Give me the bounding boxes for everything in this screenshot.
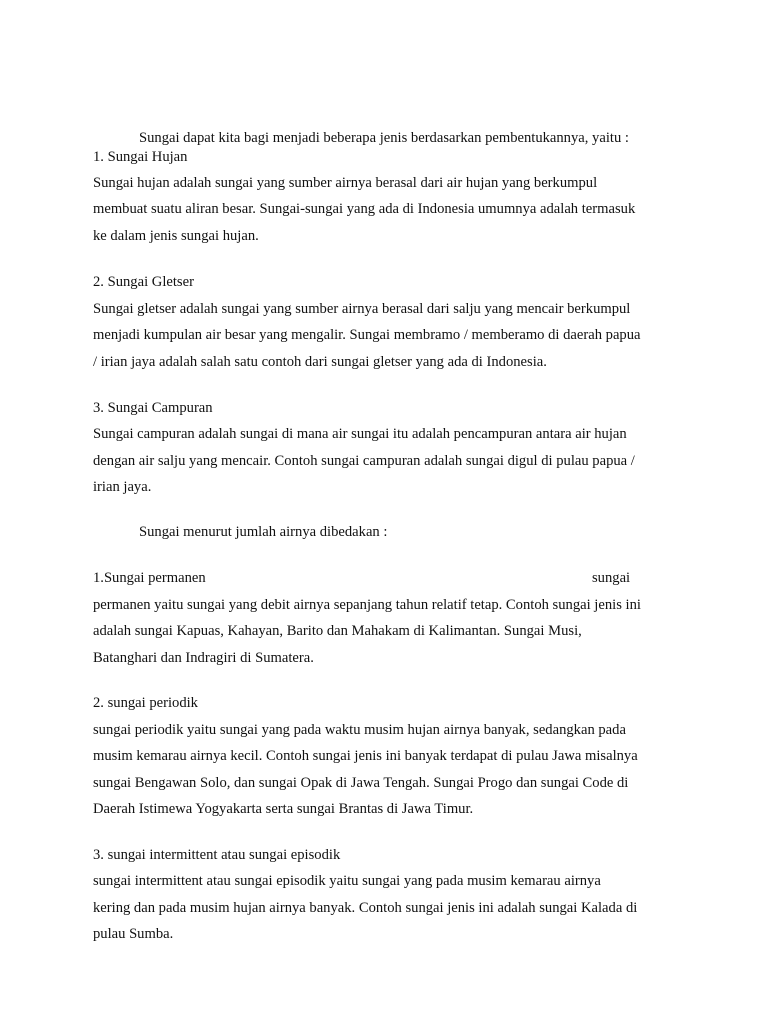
paragraph-line: / irian jaya adalah salah satu contoh dari sungai gletser yang ada di Indonesia. [93, 354, 547, 370]
paragraph-line: Sungai gletser adalah sungai yang sumber airnya berasal dari salju yang mencair berkumpul [93, 301, 631, 317]
intro-paragraph-2: Sungai menurut jumlah airnya dibedakan : [139, 524, 388, 540]
paragraph-line: pulau Sumba. [93, 926, 174, 942]
paragraph-line: permanen yaitu sungai yang debit airnya sepanjang tahun relatif tetap. Contoh sungai jenis ini [93, 597, 641, 613]
intro-paragraph: Sungai dapat kita bagi menjadi beberapa jenis berdasarkan pembentukannya, yaitu : [139, 130, 629, 146]
paragraph-line: menjadi kumpulan air besar yang mengalir. Sungai membramo / memberamo di daerah papua [93, 327, 641, 343]
paragraph-line: kering dan pada musim hujan airnya banyak. Contoh sungai jenis ini adalah sungai Kalada di [93, 900, 638, 916]
paragraph-line: Daerah Istimewa Yogyakarta serta sungai Brantas di Jawa Timur. [93, 801, 474, 817]
paragraph-line: dengan air salju yang mencair. Contoh sungai campuran adalah sungai digul di pulau papua / [93, 453, 635, 469]
section-heading-sungai-hujan: 1. Sungai Hujan [93, 149, 188, 165]
paragraph-line: adalah sungai Kapuas, Kahayan, Barito dan Mahakam di Kalimantan. Sungai Musi, [93, 623, 582, 639]
section-heading-sungai-intermittent: 3. sungai intermittent atau sungai episodik [93, 847, 341, 863]
paragraph-line: ke dalam jenis sungai hujan. [93, 228, 259, 244]
section-heading-sungai-campuran: 3. Sungai Campuran [93, 400, 213, 416]
section-heading-sungai-gletser: 2. Sungai Gletser [93, 274, 194, 290]
section-heading-sungai-permanen: 1.Sungai permanen [93, 570, 206, 586]
paragraph-line: Sungai campuran adalah sungai di mana air sungai itu adalah pencampuran antara air hujan [93, 426, 627, 442]
paragraph-line: membuat suatu aliran besar. Sungai-sungai yang ada di Indonesia umumnya adalah termasuk [93, 201, 636, 217]
heading-tail-word: sungai [592, 570, 631, 586]
paragraph-line: Batanghari dan Indragiri di Sumatera. [93, 650, 314, 666]
section-heading-sungai-periodik: 2. sungai periodik [93, 695, 198, 711]
paragraph-line: sungai intermittent atau sungai episodik yaitu sungai yang pada musim kemarau airnya [93, 873, 601, 889]
paragraph-line: sungai Bengawan Solo, dan sungai Opak di Jawa Tengah. Sungai Progo dan sungai Code di [93, 775, 629, 791]
paragraph-line: sungai periodik yaitu sungai yang pada waktu musim hujan airnya banyak, sedangkan pada [93, 722, 626, 738]
paragraph-line: musim kemarau airnya kecil. Contoh sungai jenis ini banyak terdapat di pulau Jawa misalnya [93, 748, 638, 764]
paragraph-line: Sungai hujan adalah sungai yang sumber airnya berasal dari air hujan yang berkumpul [93, 175, 598, 191]
paragraph-line: irian jaya. [93, 479, 152, 495]
